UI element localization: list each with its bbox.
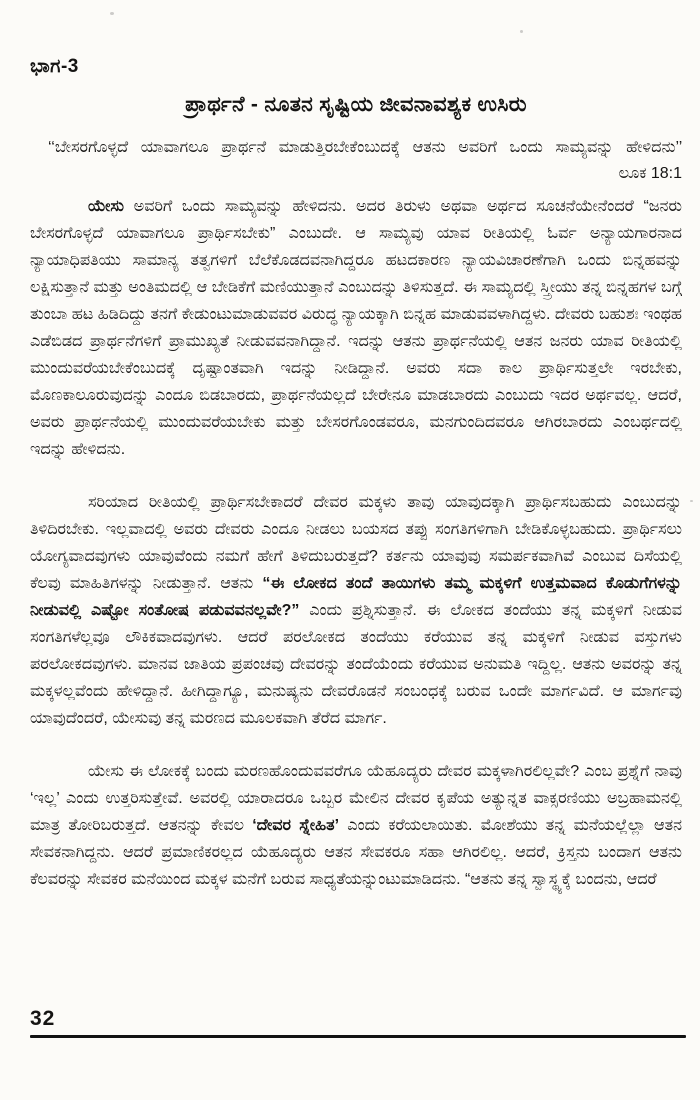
paragraph [30,489,682,732]
body-paragraphs [30,193,682,893]
epigraph-reference: ಲೂಕ 18:1 [618,165,682,182]
scan-speck [520,30,523,33]
bold-phrase: ಯೇಸು [88,198,124,215]
footer-rule [30,1035,686,1038]
page-number: 32 [30,1007,56,1030]
text-run: ಸರಿಯಾದ ರೀತಿಯಲ್ಲಿ ಪ್ರಾರ್ಥಿಸಬೇಕಾದರೆ ದೇವರ ಮಕ್ಕಳು ತಾವು ಯಾವುದಕ್ಕಾಗಿ ಪ್ರಾರ್ಥಿಸಬಹುದು ಎಂಬುದನ್ನು ತಿಳಿದಿರಬೇಕು. ಇಲ್ಲವಾದಲ್ಲಿ ಅವರು ದೇವರು ಎಂದೂ ನೀಡಲು ಬಯಸದ ತಪ್ಪು ಸಂಗತಿಗಳಿಗಾಗಿ ಬೇಡಿಕೊಳ್ಳಬಹುದು. ಪ್ರಾರ್ಥಿಸಲು ಯೋಗ್ಯವಾದವುಗಳು ಯಾವುವೆಂದು ನಮಗೆ ಹೇಗೆ ತಿಳಿದುಬರುತ್ತದೆ? ಕರ್ತನು ಯಾವುವು ಸಮರ್ಪಕವಾಗಿವೆ ಎಂಬುವ ದಿಸೆಯಲ್ಲಿ ಕೆಲವು ಮಾಹಿತಿಗಳನ್ನು ನೀಡುತ್ತಾನೆ. ಆತನು [30,494,682,592]
text-run: ಎಂದು ಪ್ರಶ್ನಿಸುತ್ತಾನೆ. ಈ ಲೋಕದ ತಂದೆಯು ತನ್ನ ಮಕ್ಕಳಿಗೆ ನೀಡುವ ಸಂಗತಿಗಳೆಲ್ಲವೂ ಲೌಕಿಕವಾದವುಗಳು. ಆದರೆ ಪರಲೋಕದ ತಂದೆಯು ಕರೆಯುವ ತನ್ನ ಮಕ್ಕಳಿಗೆ ನೀಡುವ ವಸ್ತುಗಳು ಪರಲೋಕದವುಗಳು. ಮಾನವ ಜಾತಿಯ ಪ್ರಪಂಚವು ದೇವರನ್ನು ತಂದೆಯೆಂದು ಕರೆಯುವ ಅನುಮತಿ ಇದ್ದಿಲ್ಲ. ಆತನು ಅವರನ್ನು ತನ್ನ ಮಕ್ಕಳಲ್ಲವೆಂದು ಹೇಳಿದ್ದಾನೆ. ಹೀಗಿದ್ದಾಗ್ಯೂ, ಮನುಷ್ಯನು ದೇವರೊಡನೆ ಸಂಬಂಧಕ್ಕೆ ಬರುವ ಒಂದೇ ಮಾರ್ಗವಿದೆ. ಆ ಮಾರ್ಗವು ಯಾವುದೆಂದರೆ, ಯೇಸುವು ತನ್ನ ಮರಣದ ಮೂಲಕವಾಗಿ ತೆರೆದ ಮಾರ್ಗ. [30,602,682,727]
bold-phrase: ‘ದೇವರ ಸ್ನೇಹಿತ’ [252,817,340,834]
epigraph [30,135,682,187]
scan-speck [110,12,114,15]
page-footer [30,1007,686,1038]
paragraph [30,758,682,893]
chapter-title: ಪ್ರಾರ್ಥನೆ - ನೂತನ ಸೃಷ್ಟಿಯ ಜೀವನಾವಶ್ಯಕ ಉಸಿರು [185,93,527,116]
epigraph-quote: ‘‘ಬೇಸರಗೊಳ್ಳದೆ ಯಾವಾಗಲೂ ಪ್ರಾರ್ಥನೆ ಮಾಡುತ್ತಿರಬೇಕೆಂಬುದಕ್ಕೆ ಆತನು ಅವರಿಗೆ ಒಂದು ಸಾಮ್ಯವನ್ನು ಹೇಳಿದನು’’ [48,139,682,156]
text-run: ಯೇಸು ಈ ಲೋಕಕ್ಕೆ ಬಂದು ಮರಣಹೊಂದುವವರೆಗೂ ಯೆಹೂದ್ಯರು ದೇವರ ಮಕ್ಕಳಾಗಿರಲಿಲ್ಲವೇ? ಎಂಬ ಪ್ರಶ್ನೆಗೆ ನಾವು ‘ಇಲ್ಲ’ ಎಂದು ಉತ್ತರಿಸುತ್ತೇವೆ. ಅವರಲ್ಲಿ ಯಾರಾದರೂ ಒಬ್ಬರ ಮೇಲಿನ ದೇವರ ಕೃಪೆಯ ಅತ್ಯುನ್ನತ ವಾಕ್ಸರಣಿಯು ಅಬ್ರಹಾಮನಲ್ಲಿ ಮಾತ್ರ ತೋರಿಬರುತ್ತದೆ. ಆತನನ್ನು ಕೇವಲ [30,763,682,834]
text-run: ಎಂದು ಕರೆಯಲಾಯಿತು. ಮೋಶೆಯು ತನ್ನ ಮನೆಯಲ್ಲೆಲ್ಲಾ ಆತನ ಸೇವಕನಾಗಿದ್ದನು. ಆದರೆ ಪ್ರಮಾಣಿಕರಲ್ಲದ ಯೆಹೂದ್ಯರು ಆತನ ಸೇವಕರೂ ಸಹಾ ಆಗಿರಲಿಲ್ಲ. ಆದರೆ, ಕ್ರಿಸ್ತನು ಬಂದಾಗ ಆತನು ಕೆಲವರನ್ನು ಸೇವಕರ ಮನೆಯಿಂದ ಮಕ್ಕಳ ಮನೆಗೆ ಬರುವ ಸಾಧ್ಯತೆಯನ್ನುಂಟುಮಾಡಿದನು. “ಆತನು ತನ್ನ ಸ್ವಾಸ್ಥ್ಯಕ್ಕೆ ಬಂದನು, ಆದರೆ [30,817,682,888]
text-run: ಅವರಿಗೆ ಒಂದು ಸಾಮ್ಯವನ್ನು ಹೇಳಿದನು. ಅದರ ತಿರುಳು ಅಥವಾ ಅರ್ಥದ ಸೂಚನೆಯೇನೆಂದರೆ “ಜನರು ಬೇಸರಗೊಳ್ಳದೆ ಯಾವಾಗಲೂ ಪ್ರಾರ್ಥಿಸಬೇಕು” ಎಂಬುದೇ. ಆ ಸಾಮ್ಯವು ಯಾವ ರೀತಿಯಲ್ಲಿ ಓರ್ವ ಅನ್ಯಾಯಗಾರನಾದ ನ್ಯಾಯಾಧಿಪತಿಯು ಸಾಮಾನ್ಯ ತತ್ವಗಳಿಗೆ ಬೆಲೆಕೊಡದವನಾಗಿದ್ದರೂ ಹಟದಕಾರಣ ನ್ಯಾಯವಿಚಾರಣೆಗಾಗಿ ಒಂದು ಬಿನ್ನಹವನ್ನು ಲಕ್ಷಿಸುತ್ತಾನೆ ಮತ್ತು ಅಂತಿಮದಲ್ಲಿ ಆ ಬೇಡಿಕೆಗೆ ಮಣಿಯುತ್ತಾನೆ ಎಂಬುದನ್ನು ತಿಳಿಸುತ್ತದೆ. ಈ ಸಾಮ್ಯದಲ್ಲಿ ಸ್ತ್ರೀಯು ತನ್ನ ಬಿನ್ನಹಗಳ ಬಗ್ಗೆ ತುಂಬಾ ಹಟ ಹಿಡಿದಿದ್ದು ತನಗೆ ಕೇಡುಂಟುಮಾಡುವವರ ವಿರುದ್ಧ ನ್ಯಾಯಕ್ಕಾಗಿ ಬಿನ್ನಹ ಮಾಡುವವಳಾಗಿದ್ದಳು. ದೇವರು ಬಹುಶಃ ಇಂಥಹ ಎಡೆಬಿಡದ ಪ್ರಾರ್ಥನೆಗಳಿಗೆ ಪ್ರಾಮುಖ್ಯತೆ ನೀಡುವವನಾಗಿದ್ದಾನೆ. ಇದನ್ನು ಆತನು ಪ್ರಾರ್ಥನೆಯಲ್ಲಿ ಆತನ ಜನರು ಯಾವ ರೀತಿಯಲ್ಲಿ ಮುಂದುವರೆಯಬೇಕೆಂಬುದಕ್ಕೆ ದೃಷ್ಟಾಂತವಾಗಿ ಇದನ್ನು ನೀಡಿದ್ದಾನೆ. ಅವರು ಸದಾ ಕಾಲ ಪ್ರಾರ್ಥಿಸುತ್ತಲೇ ಇರಬೇಕು, ಮೊಣಕಾಲೂರುವುದನ್ನು ಎಂದೂ ಬಿಡಬಾರದು, ಪ್ರಾರ್ಥನೆಯಲ್ಲದೆ ಬೇರೇನೂ ಮಾಡಬಾರದು ಎಂಬುದು ಇದರ ಅರ್ಥವಲ್ಲ. ಆದರೆ, ಅವರು ಪ್ರಾರ್ಥನೆಯಲ್ಲಿ ಮುಂದುವರೆಯಬೇಕು ಮತ್ತು ಬೇಸರಗೊಂಡವರೂ, ಮನಗುಂದಿದವರೂ ಆಗಿರಬಾರದು ಎಂಬರ್ಥದಲ್ಲಿ ಇದನ್ನು ಹೇಳಿದನು. [30,198,682,458]
page-content [30,56,682,919]
bold-phrase: “ಈ ಲೋಕದ ತಂದೆ ತಾಯಿಗಳು ತಮ್ಮ ಮಕ್ಕಳಿಗೆ ಉತ್ತಮವಾದ ಕೊಡುಗೆಗಳನ್ನು ನೀಡುವಲ್ಲಿ ಎಷ್ಟೋ ಸಂತೋಷ ಪಡುವವನಲ್ಲವೇ?” [30,575,682,619]
paragraph [30,193,682,463]
section-label: ಭಾಗ-3 [30,56,79,77]
scan-speck [690,500,693,502]
